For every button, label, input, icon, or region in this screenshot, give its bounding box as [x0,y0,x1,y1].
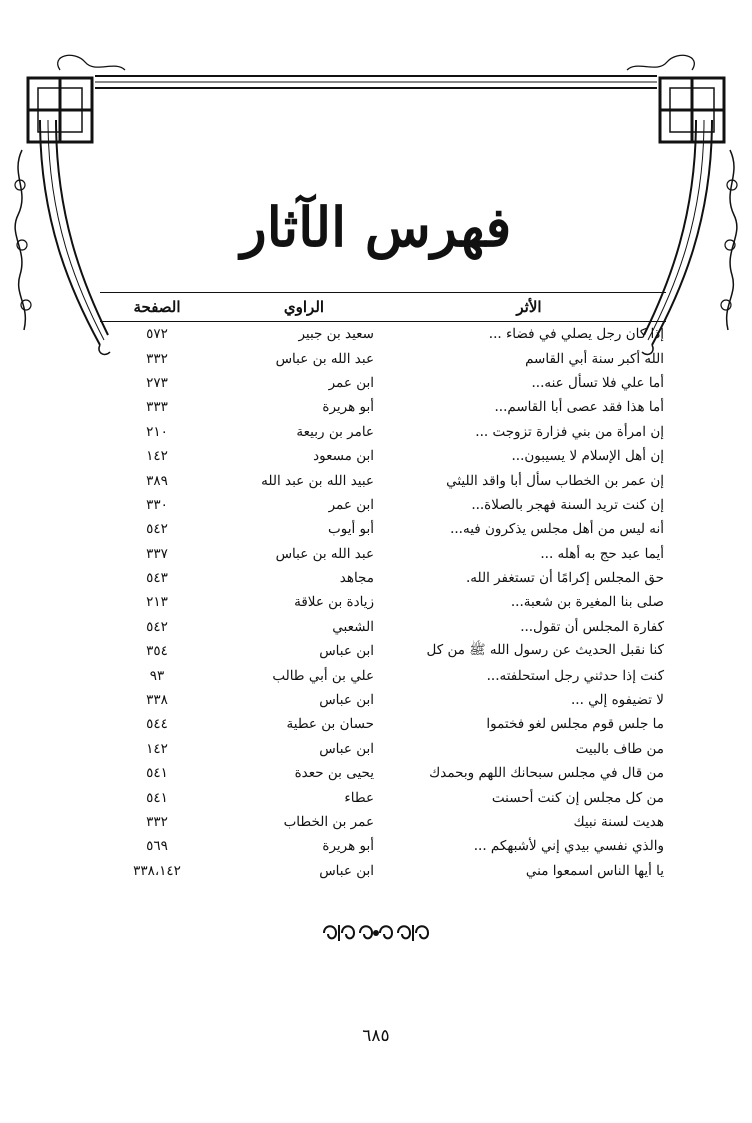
rawi-name: عمر بن الخطاب [283,814,374,830]
page-ref: ٥٤٤ [146,716,168,733]
athar-text: كنا نقبل الحديث عن رسول الله ﷺ من كل [426,642,664,659]
athar-text: لا تضيفوه إلي ... [571,692,664,709]
page-number: ٦٨٥ [362,1026,390,1046]
athar-text: كنت إذا حدثني رجل استحلفته... [486,667,664,684]
page-ref: ٥٤٢ [146,618,168,635]
page-ref: ٩٣ [149,667,165,684]
rawi-name: حسان بن عطية [286,716,374,733]
athar-text: إن كنت تريد السنة فهجر بالصلاة... [471,496,664,513]
page-ref: ٣٣٣ [146,399,168,416]
rawi-name: عبيد الله بن عبد الله [261,472,374,489]
athar-text: إن امرأة من بني فزارة تزوجت ... [475,423,664,440]
page-ref: ٣٣٠ [146,496,168,513]
table-row [100,444,666,468]
athar-text: الله أكبر سنة أبي القاسم [525,350,664,367]
athar-text: إن عمر بن الخطاب سأل أبا واقد الليثي [446,472,664,489]
table-row [100,322,666,347]
rawi-name: سعيد بن جبير [298,326,374,343]
rawi-name: عطاء [344,789,374,806]
table-row [100,834,666,858]
rawi-name: ابن عمر [328,496,374,513]
rawi-name: عبد الله بن عباس [275,545,374,562]
athar-text: إن أهل الإسلام لا يسيبون... [511,448,664,465]
athar-text: أما علي فلا تسأل عنه... [531,374,664,391]
table-row [100,590,666,614]
table-row [100,420,666,444]
page-ref: ٣٣٧ [146,545,168,562]
rawi-name: عامر بن ربيعة [296,423,374,440]
table-row [100,615,666,639]
table-row [100,639,666,663]
rawi-name: أبو أيوب [328,521,374,538]
page-ref: ٢١٣ [146,594,168,611]
page-ref: ٥٧٢ [146,326,168,343]
page-ref: ٣٣٨ [146,692,168,709]
athar-text: يا أيها الناس اسمعوا مني [525,862,664,879]
page-ref: ٢٧٣ [146,374,168,391]
table-row [100,493,666,517]
page-ref: ٣٣٢ [146,814,168,830]
page-ref: ٣٨٩ [146,472,168,489]
athar-text: من قال في مجلس سبحانك اللهم وبحمدك [429,765,664,782]
athar-text: إذا كان رجل يصلي في فضاء ... [488,326,664,343]
athar-text: هديت لسنة نبيك [573,814,664,830]
table-row [100,663,666,687]
table-row [100,761,666,785]
page-ref: ٥٦٩ [146,838,168,855]
page-title: فهرس الآثار [240,195,512,259]
header-page: الصفحة [100,293,214,322]
header-rawi: الراوي [214,293,394,322]
athar-text: والذي نفسي بيدي إني لأشبهكم ... [473,838,664,855]
page-ref: ٢١٠ [146,423,168,440]
table-row [100,468,666,492]
athar-index-table [100,292,666,883]
table-row [100,566,666,590]
page-ref: ٣٥٤ [146,643,168,660]
page-ref: ٥٤١ [146,765,168,782]
table-row [100,346,666,370]
end-ornament-icon [318,918,434,948]
rawi-name: الشعبي [332,618,374,635]
rawi-name: مجاهد [339,570,374,587]
page-ref: ٣٣٢ [146,350,168,367]
rawi-name: ابن عباس [319,740,374,757]
athar-text: حق المجلس إكرامًا أن تستغفر الله. [465,570,664,587]
rawi-name: علي بن أبي طالب [272,667,374,684]
page-ref: ٣٣٨،١٤٢ [133,862,181,879]
page-ref: ٥٤٢ [146,521,168,538]
athar-text: صلى بنا المغيرة بن شعبة... [510,594,664,611]
table-row [100,542,666,566]
rawi-name: ابن عباس [319,692,374,709]
table-row [100,517,666,541]
rawi-name: زيادة بن علاقة [294,594,374,611]
table-header-row [100,293,666,322]
table-row [100,810,666,834]
table-row [100,859,666,883]
table-row [100,737,666,761]
athar-text: أيما عبد حج به أهله ... [540,545,664,562]
athar-text: ما جلس قوم مجلس لغو فختموا [486,716,664,733]
rawi-name: يحيى بن حعدة [294,765,374,782]
rawi-name: أبو هريرة [322,838,374,855]
table-row [100,395,666,419]
page-ref: ٥٤٣ [146,570,168,587]
page-ref: ١٤٢ [146,448,168,465]
header-athar: الأثر [394,293,666,322]
table-row [100,785,666,809]
athar-text: من طاف بالبيت [575,740,664,757]
rawi-name: ابن عباس [319,862,374,879]
athar-text: أنه ليس من أهل مجلس يذكرون فيه... [450,521,664,538]
page-ref: ١٤٢ [146,740,168,757]
rawi-name: عبد الله بن عباس [275,350,374,367]
table-row [100,688,666,712]
rawi-name: ابن مسعود [313,448,374,465]
athar-text: أما هذا فقد عصى أبا القاسم... [494,399,664,416]
athar-text: من كل مجلس إن كنت أحسنت [491,789,664,806]
rawi-name: أبو هريرة [322,399,374,416]
rawi-name: ابن عباس [319,643,374,660]
rawi-name: ابن عمر [328,374,374,391]
table-row [100,371,666,395]
page-ref: ٥٤١ [146,789,168,806]
athar-text: كفارة المجلس أن تقول... [520,618,664,635]
table-row [100,712,666,736]
